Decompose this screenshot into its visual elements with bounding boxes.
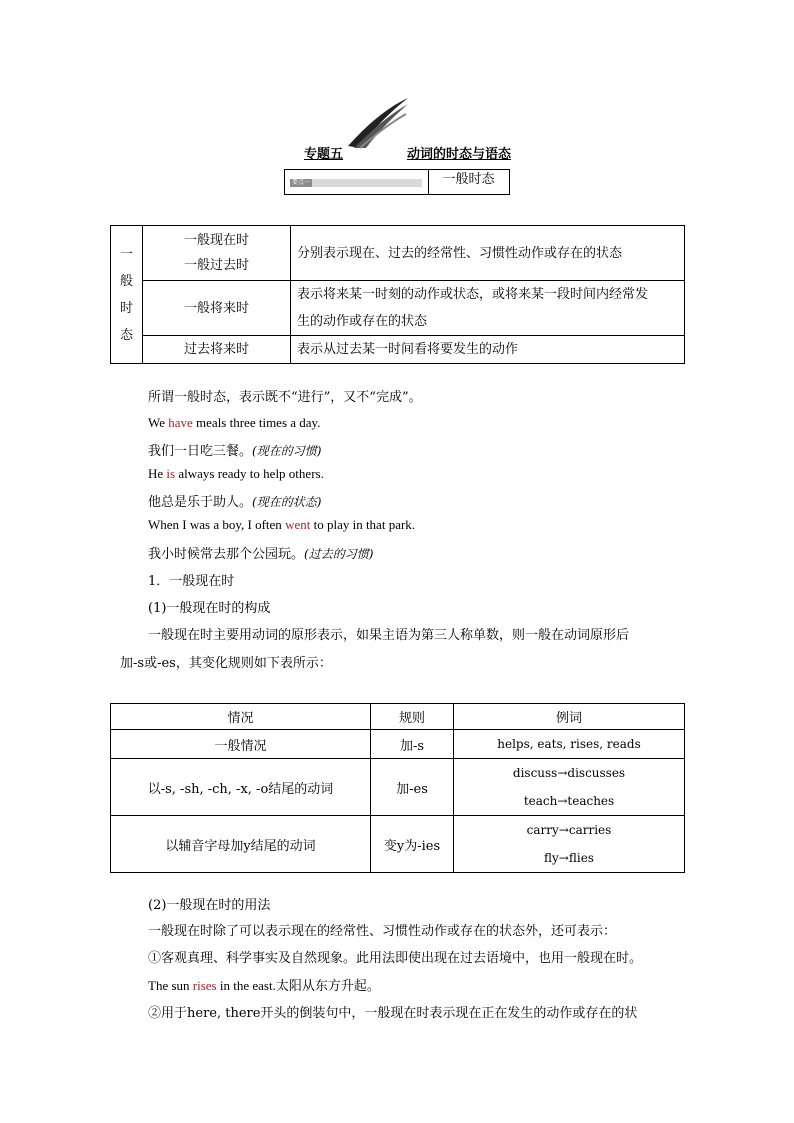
example-verb: have: [168, 415, 193, 430]
tense-desc: 分别表示现在、过去的经常性、习惯性动作或存在的状态: [291, 226, 685, 281]
section-tag: 要点一: [292, 179, 311, 186]
tense-name: 过去将来时: [183, 342, 249, 357]
table-header: 例词: [454, 704, 685, 730]
paragraph-line: 加-s或-es，其变化规则如下表所示：: [120, 656, 332, 671]
tense-desc-line: 生的动作或存在的状态: [297, 314, 428, 329]
side-label-char: 般: [119, 273, 133, 289]
example-word: fly→flies: [544, 851, 594, 865]
example-word: teach→teaches: [523, 794, 615, 808]
topic-label: 专题五: [304, 147, 344, 162]
rule-cell: 变y为-ies: [371, 816, 454, 873]
case-cell: 一般情况: [111, 730, 371, 759]
usage-item: ②用于here, there开头的倒装句中，一般现在时表示现在正在发生的动作或存在的状: [148, 1006, 638, 1021]
translation-text: 我们一日吃三餐。: [148, 444, 253, 459]
subsection-heading: (2)一般现在时的用法: [148, 898, 271, 913]
example-translation: [148, 491, 321, 510]
example-post: always ready to help others.: [175, 466, 324, 481]
rule-cell: 加-s: [371, 730, 454, 759]
example-sentence: [148, 415, 320, 431]
example-post: to play in that park.: [310, 517, 416, 532]
case-cell: 以辅音字母加y结尾的动词: [111, 816, 371, 873]
tense-desc: 表示从过去某一时间看将要发生的动作: [291, 336, 685, 364]
translation-text: 我小时候常去那个公园玩。: [148, 547, 305, 562]
example-word: discuss→discusses: [512, 766, 626, 780]
paragraph-line: 一般现在时除了可以表示现在的经常性、习惯性动作或存在的状态外，还可表示：: [148, 924, 617, 939]
example-word: carry→carries: [526, 823, 612, 837]
usage-item: ①客观真理、科学事实及自然现象。此用法即使出现在过去语境中，也用一般现在时。: [148, 951, 643, 966]
example-pre: When I was a boy, I often: [148, 517, 286, 532]
paragraph-line: 一般现在时主要用动词的原形表示，如果主语为第三人称单数，则一般在动词原形后: [148, 628, 630, 643]
side-label-cell: [111, 226, 143, 364]
example-translation: [148, 440, 321, 459]
rule-cell: 加-es: [371, 759, 454, 816]
section-title: 一般时态: [442, 172, 495, 187]
conjugation-rule-table: [110, 703, 685, 873]
subsection-heading: (1)一般现在时的构成: [148, 601, 271, 616]
case-cell: 以-s, -sh, -ch, -x, -o结尾的动词: [111, 759, 371, 816]
example-cell: helps, eats, rises, reads: [454, 730, 685, 759]
side-label-char: 态: [119, 327, 133, 343]
swoosh-logo-icon: [346, 96, 410, 150]
tense-desc-line: 表示将来某一时刻的动作或状态，或将来某一段时间内经常发: [297, 287, 649, 302]
tense-name: 一般现在时: [183, 233, 249, 248]
example-cell: [454, 816, 685, 873]
example-post: in the east.太阳从东方升起。: [216, 978, 380, 993]
example-verb: rises: [192, 978, 217, 993]
example-pre: We: [148, 415, 169, 430]
usage-note: (现在的习惯): [252, 444, 322, 458]
table-header: 规则: [371, 704, 454, 730]
tense-desc: [291, 281, 685, 336]
tense-cell: [143, 281, 291, 336]
tense-overview-table: [110, 225, 685, 364]
example-cell: [454, 759, 685, 816]
example-post: meals three times a day.: [192, 415, 321, 430]
usage-note: (过去的习惯): [304, 547, 374, 561]
table-header: 情况: [111, 704, 371, 730]
translation-text: 他总是乐于助人。: [148, 495, 253, 510]
example-verb: went: [285, 517, 311, 532]
example-sentence: [148, 975, 380, 994]
example-sentence: [148, 466, 324, 482]
intro-text: 所谓一般时态，表示既不“进行”，又不“完成”。: [148, 390, 422, 405]
example-sentence: [148, 517, 415, 533]
example-pre: He: [148, 466, 167, 481]
example-pre: The sun: [148, 978, 193, 993]
section-header-box: [284, 169, 510, 195]
section-heading: 1．一般现在时: [148, 574, 235, 589]
side-label-char: 一: [119, 246, 133, 262]
example-verb: is: [166, 466, 176, 481]
example-translation: [148, 543, 373, 562]
tense-cell: [143, 226, 291, 281]
tense-cell: [143, 336, 291, 364]
topic-title: 动词的时态与语态: [407, 147, 512, 162]
section-tag-area: [285, 170, 429, 194]
tense-name: 一般过去时: [183, 258, 249, 273]
side-label-char: 时: [119, 300, 133, 316]
tense-name: 一般将来时: [183, 300, 249, 316]
usage-note: (现在的状态): [252, 495, 322, 509]
